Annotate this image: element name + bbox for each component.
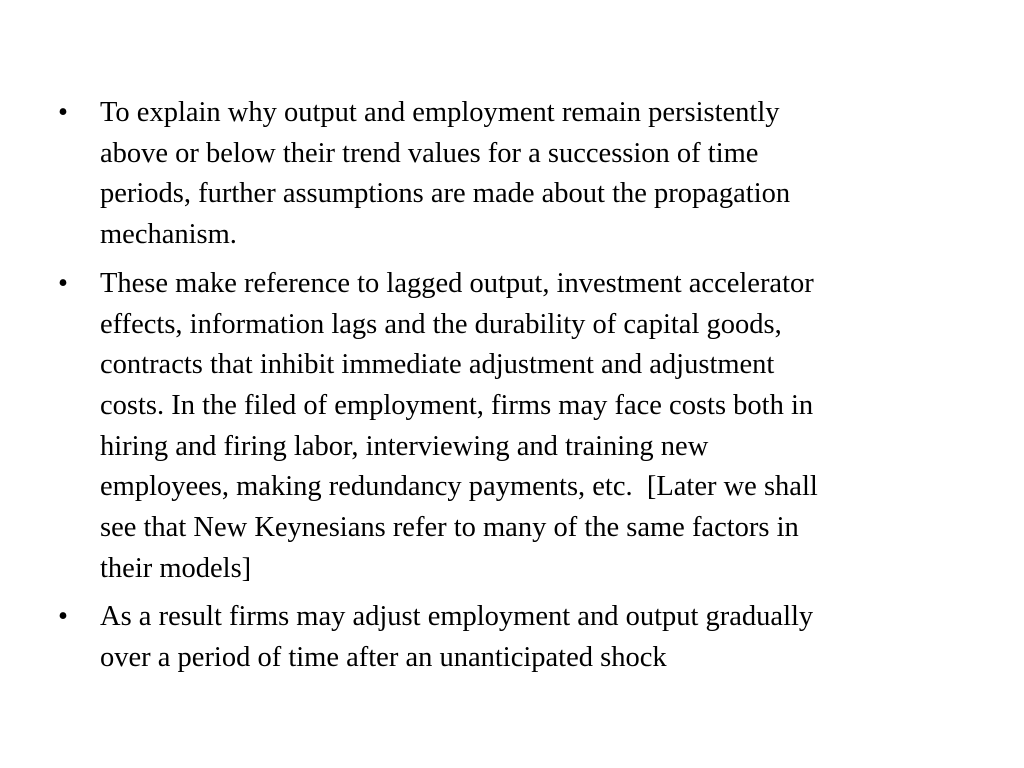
- bullet-line: periods, further assumptions are made about the propagation: [100, 178, 791, 210]
- bullet-item-3: [58, 597, 970, 678]
- bullet-line: employees, making redundancy payments, etc. [Later we shall: [100, 471, 818, 503]
- bullet-line: To explain why output and employment remain persistently: [100, 97, 780, 128]
- bullet-list: [58, 93, 970, 687]
- bullet-line: over a period of time after an unanticipated shock: [100, 642, 667, 674]
- bullet-line: above or below their trend values for a succession of time: [100, 137, 759, 169]
- bullet-line: effects, information lags and the durability of capital goods,: [100, 308, 782, 340]
- bullet-line: These make reference to lagged output, investment accelerator: [100, 267, 814, 299]
- bullet-line: mechanism.: [100, 219, 237, 251]
- bullet-icon: •: [58, 267, 68, 299]
- bullet-icon: •: [58, 97, 68, 128]
- bullet-line: their models]: [100, 552, 252, 584]
- bullet-line: contracts that inhibit immediate adjustment and adjustment: [100, 349, 775, 381]
- bullet-line: see that New Keynesians refer to many of the same factors in: [100, 512, 799, 544]
- bullet-line: costs. In the filed of employment, firms may face costs both in: [100, 389, 814, 421]
- bullet-line: As a result firms may adjust employment and output gradually: [100, 601, 814, 633]
- bullet-item-1: [58, 93, 970, 256]
- bullet-icon: •: [58, 601, 68, 633]
- bullet-line: hiring and firing labor, interviewing and training new: [100, 430, 709, 462]
- bullet-item-2: [58, 264, 970, 590]
